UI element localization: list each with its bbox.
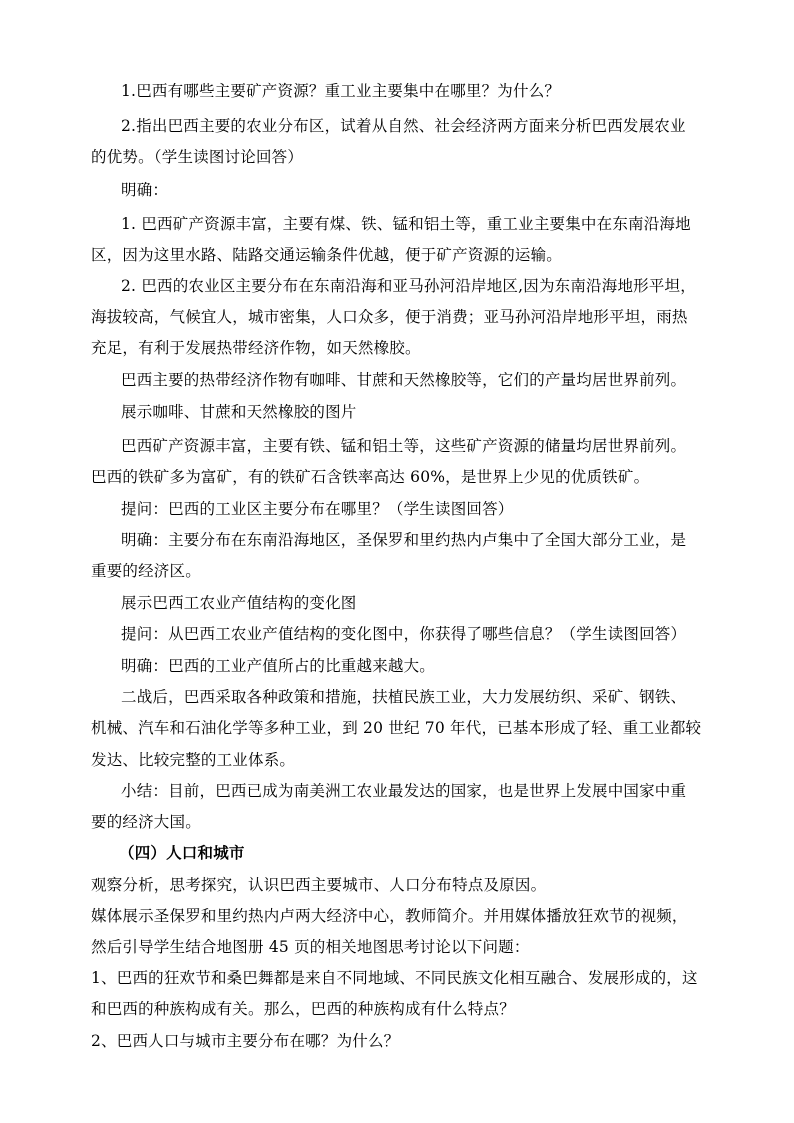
- summary-continuation: 要的经济大国。: [91, 813, 201, 831]
- show-crops-pictures: 展示咖啡、甘蔗和天然橡胶的图片: [121, 403, 357, 421]
- question-1-line: 1.巴西有哪些主要矿产资源？重工业主要集中在哪里？为什么？: [121, 82, 561, 100]
- answer-1-continuation: 区，因为这里水路、陆路交通运输条件优越，便于矿产资源的运输。: [91, 246, 563, 264]
- question-structure-line: 提问：从巴西工农业产值结构的变化图中，你获得了哪些信息？（学生读图回答）: [121, 625, 687, 643]
- media-line: 媒体展示圣保罗和里约热内卢两大经济中心，教师简介。并用媒体播放狂欢节的视频，: [91, 907, 688, 925]
- answer-2-continuation-2: 充足，有利于发展热带经济作物，如天然橡胶。: [91, 339, 421, 357]
- clarify-industry-line: 明确：主要分布在东南沿海地区，圣保罗和里约热内卢集中了全国大部分工业，是: [121, 531, 687, 549]
- discussion-question-2: 2、巴西人口与城市主要分布在哪？为什么？: [91, 1032, 400, 1050]
- clarify-industry-continuation: 重要的经济区。: [91, 562, 201, 580]
- crops-paragraph: 巴西主要的热带经济作物有咖啡、甘蔗和天然橡胶等，它们的产量均居世界前列。: [121, 371, 687, 389]
- answer-2-continuation-1: 海拔较高，气候宜人，城市密集，人口众多，便于消费；亚马孙河沿岸地形平坦，雨热: [91, 308, 688, 326]
- summary-line: 小结：目前，巴西已成为南美洲工农业最发达的国家，也是世界上发展中国家中重: [121, 782, 687, 800]
- media-continuation: 然后引导学生结合地图册 45 页的相关地图思考讨论以下问题：: [91, 938, 530, 956]
- answer-2-line: 2. 巴西的农业区主要分布在东南沿海和亚马孙河沿岸地区,因为东南沿海地形平坦，: [121, 277, 696, 295]
- question-2-line: 2.指出巴西主要的农业分布区，试着从自然、社会经济两方面来分析巴西发展农业: [121, 117, 686, 135]
- minerals-continuation: 巴西的铁矿多为富矿，有的铁矿石含铁率高达 60%，是世界上少见的优质铁矿。: [91, 468, 650, 486]
- postwar-continuation-1: 机械、汽车和石油化学等多种工业，到 20 世纪 70 年代，已基本形成了轻、重工业都较: [91, 719, 702, 737]
- discussion-question-1-continuation: 和巴西的种族构成有关。那么，巴西的种族构成有什么特点？: [91, 1000, 515, 1018]
- discussion-question-1: 1、巴西的狂欢节和桑巴舞都是来自不同地域、不同民族文化相互融合、发展形成的，这: [91, 969, 698, 987]
- clarify-label: 明确：: [121, 181, 169, 199]
- answer-1-line: 1. 巴西矿产资源丰富，主要有煤、铁、锰和铝土等，重工业主要集中在东南沿海地: [121, 215, 691, 233]
- observe-line: 观察分析，思考探究，认识巴西主要城市、人口分布特点及原因。: [91, 876, 547, 894]
- postwar-continuation-2: 发达、比较完整的工业体系。: [91, 751, 296, 769]
- minerals-paragraph: 巴西矿产资源丰富，主要有铁、锰和铝土等，这些矿产资源的储量均居世界前列。: [121, 437, 687, 455]
- question-industry-line: 提问：巴西的工业区主要分布在哪里？（学生读图回答）: [121, 500, 514, 518]
- section-heading: （四）人口和城市: [119, 843, 245, 862]
- clarify-structure-line: 明确：巴西的工业产值所占的比重越来越大。: [121, 657, 436, 675]
- show-structure-chart: 展示巴西工农业产值结构的变化图: [121, 594, 357, 612]
- postwar-paragraph: 二战后，巴西采取各种政策和措施，扶植民族工业，大力发展纺织、采矿、钢铁、: [121, 688, 687, 706]
- question-2-continuation: 的优势。（学生读图讨论回答）: [91, 148, 304, 166]
